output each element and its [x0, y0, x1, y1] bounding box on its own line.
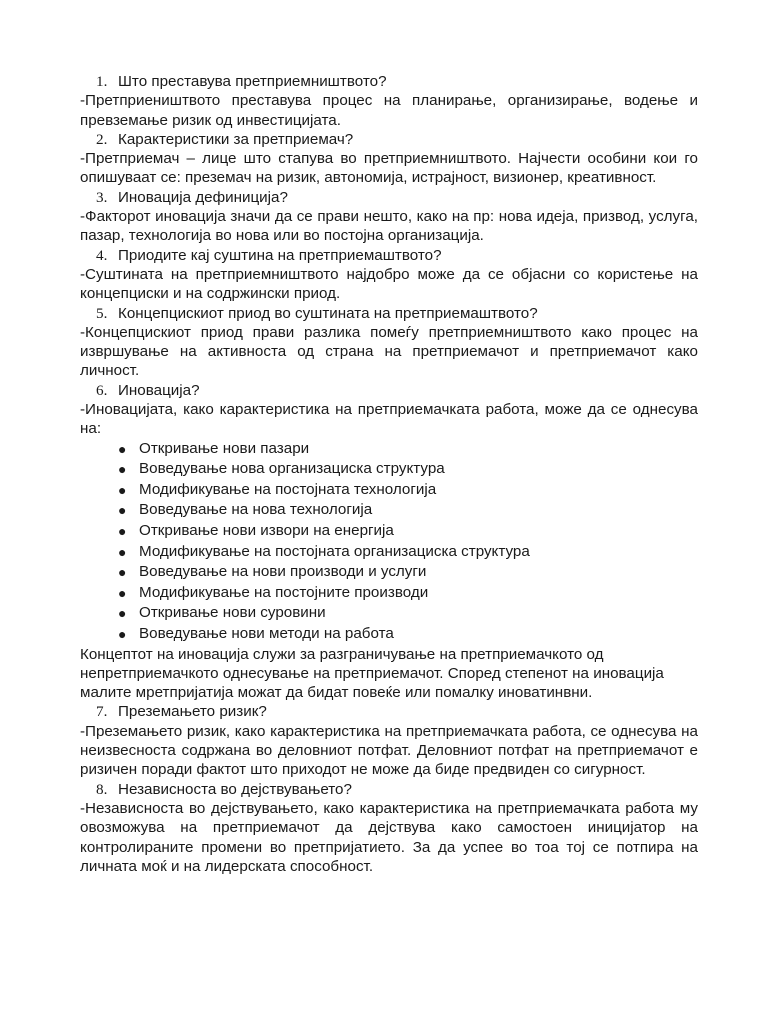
answer-4: -Суштината на претприемништвото најдобро може да се објасни со користење на концепциски и на содржински приод.	[80, 265, 698, 303]
question-text: Независноста во дејствувањето?	[118, 780, 352, 798]
bullet-list	[80, 439, 698, 645]
question-4	[80, 246, 698, 265]
question-text: Приодите кај суштина на претприемаштвото?	[118, 246, 442, 264]
bullet-icon: ●	[118, 523, 127, 540]
question-text: Иновација?	[118, 381, 200, 399]
list-item: ● Воведување на нови производи и услуги	[118, 562, 698, 583]
question-number: 1.	[96, 73, 108, 90]
answer-3: -Факторот иновација значи да се прави нешто, како на пр: нова идеја, призвод, услуга, пазар, технологија во нова или во постојна организација.	[80, 208, 698, 245]
document-body	[80, 72, 698, 876]
section-1	[80, 72, 698, 130]
bullet-icon: ●	[118, 625, 127, 642]
question-number: 4.	[96, 246, 108, 264]
bullet-icon: ●	[118, 584, 127, 601]
answer-6: -Иновацијата, како карактеристика на претприемачката работа, може да се однесува на:	[80, 401, 698, 438]
list-item: ● Модификување на постојната организациска структура	[118, 542, 698, 563]
question-number: 2.	[96, 130, 108, 148]
question-number: 3.	[96, 188, 108, 206]
innovation-paragraph: Концептот на иновација служи за разграничување на претприемачкото од непретприемачкото однесување на претприемачот. Според степенот на иновација малите мретпријатија можат да бидат повеќе или помалку иноватинвни.	[80, 645, 664, 702]
question-6	[80, 381, 698, 400]
answer-7: -Преземањето ризик, како карактеристика на претприемачката работа, се однесува на неизвесноста содржана во деловниот потфат. Деловниот потфат на претприемачот е ризичен поради фактот што приходот не може да биде предвиден со сигурност.	[80, 722, 698, 779]
question-7	[80, 702, 698, 721]
bullet-icon: ●	[118, 543, 127, 560]
bullet-icon: ●	[118, 605, 127, 622]
answer-8: -Независноста во дејствувањето, како карактеристика на претприемачката работа му овозможува на претприемачот да дејствува како самостоен иницијатор на контролираните промени во претпријатието. За да успее во тоа тој се потпира на личната моќ и на лидерската способност.	[80, 799, 698, 875]
list-item: ● Воведување на нова технологија	[118, 500, 698, 521]
bullet-icon: ●	[118, 502, 127, 519]
section-8	[80, 780, 698, 876]
answer-5: -Концепцискиот приод прави разлика помеѓу претприемништвото како процес на извршување на активноста од страна на претприемачот и претприемачот како личност.	[80, 323, 698, 380]
question-text: Иновација дефиниција?	[118, 188, 288, 206]
bullet-icon: ●	[118, 481, 127, 498]
question-text: Што преставува претприемништвото?	[118, 73, 387, 90]
section-5	[80, 304, 698, 381]
section-3	[80, 188, 698, 246]
list-item: ● Воведување нови методи на работа	[118, 624, 698, 645]
list-item: ● Откривање нови суровини	[118, 603, 698, 624]
question-text: Карактеристики за претприемач?	[118, 130, 354, 148]
bullet-icon: ●	[118, 564, 127, 581]
question-2	[80, 130, 698, 149]
section-4	[80, 246, 698, 304]
question-3	[80, 188, 698, 207]
question-text: Преземањето ризик?	[118, 703, 267, 721]
list-item: ● Воведување нова организациска структура	[118, 459, 698, 480]
question-1	[80, 72, 698, 91]
list-item: ● Откривање нови пазари	[118, 439, 698, 460]
section-2	[80, 130, 698, 188]
list-item: ● Модификување на постојните производи	[118, 583, 698, 604]
question-number: 6.	[96, 381, 108, 399]
question-number: 5.	[96, 304, 108, 322]
section-6	[80, 381, 698, 439]
section-7	[80, 702, 698, 779]
answer-1: -Претприеништвото преставува процес на планирање, организирање, водење и превземање ризик од инвестицијата.	[80, 92, 698, 129]
bullet-icon: ●	[118, 461, 127, 478]
list-item: ● Модификување на постојната технологија	[118, 480, 698, 501]
question-text: Концепцискиот приод во суштината на претприемаштвото?	[118, 304, 538, 322]
question-number: 7.	[96, 703, 108, 721]
question-number: 8.	[96, 780, 108, 798]
bullet-icon: ●	[118, 440, 127, 457]
question-5	[80, 304, 698, 323]
answer-2: -Претприемач – лице што стапува во претприемништвото. Најчести особини кои го опишуваат се: преземач на ризик, автономија, истрајност, визионер, креативност.	[80, 150, 698, 187]
list-item: ● Откривање нови извори на енергија	[118, 521, 698, 542]
question-8	[80, 780, 698, 799]
